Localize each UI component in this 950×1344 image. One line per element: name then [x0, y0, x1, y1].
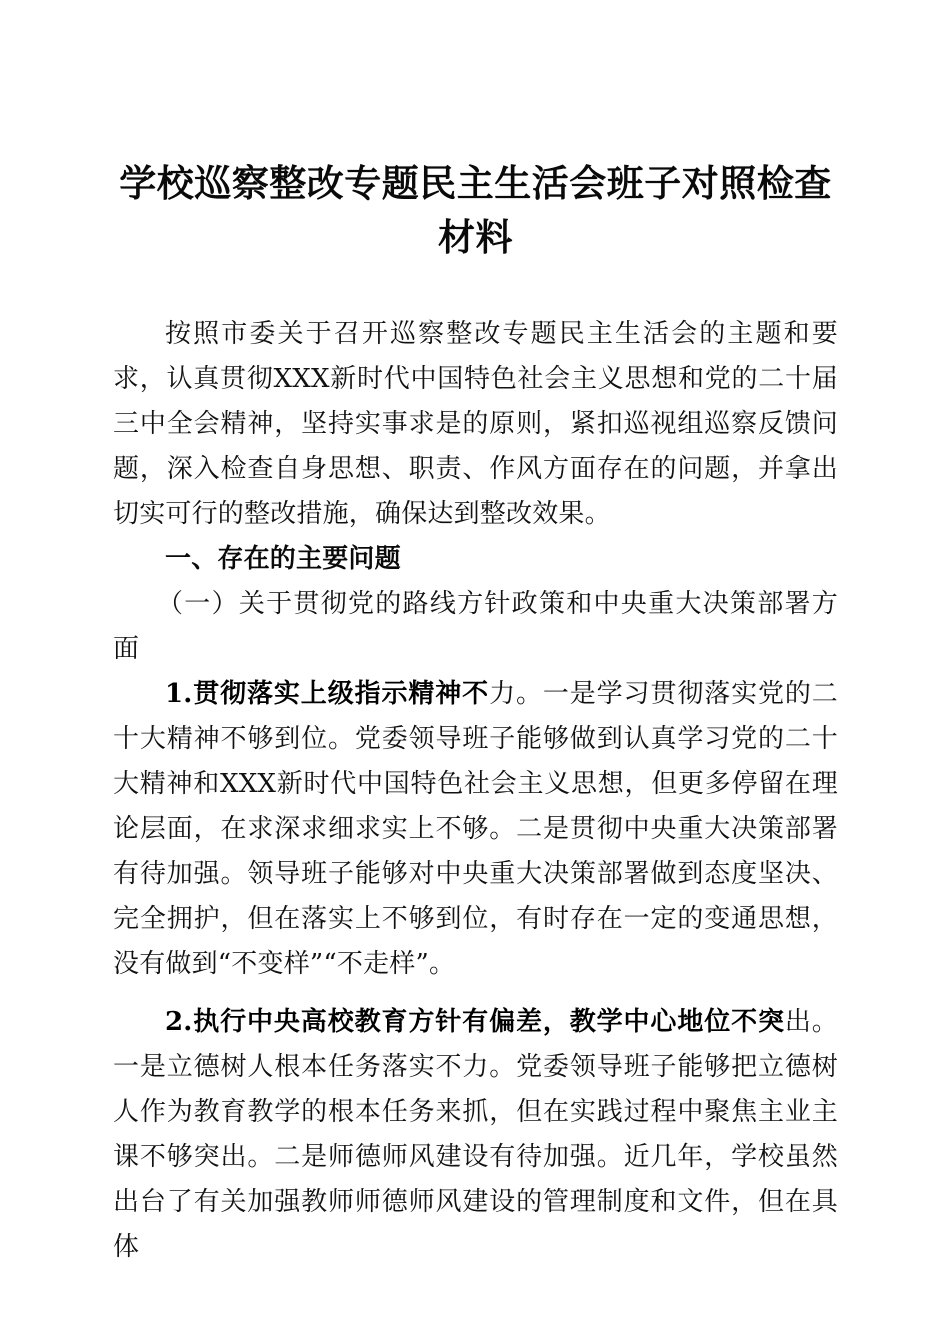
problem-item-2-lead: 2.执行中央高校教育方针有偏差，教学中心地位不突 — [165, 1007, 785, 1037]
document-body — [113, 312, 838, 1270]
problem-item-1-lead: 1.贯彻落实上级指示精神不 — [165, 679, 490, 709]
section-heading-main-problems: 一、存在的主要问题 — [165, 544, 401, 574]
problem-item-1 — [113, 672, 838, 987]
subsection-heading-party-line: （一）关于贯彻党的路线方针政策和中央重大决策部署方面 — [113, 589, 838, 664]
problem-item-2-body: 出。一是立德树人根本任务落实不力。党委领导班子能够把立德树人作为教育教学的根本任务来抓，但在实践过程中聚焦主业主课不够突出。二是师德师风建设有待加强。近几年，学校虽然出台了有关加强教师师德师风建设的管理制度和文件，但在具体 — [113, 1007, 838, 1262]
intro-paragraph: 按照市委关于召开巡察整改专题民主生活会的主题和要求，认真贯彻XXX新时代中国特色社会主义思想和党的二十届三中全会精神，坚持实事求是的原则，紧扣巡视组巡察反馈问题，深入检查自身思想、职责、作风方面存在的问题，并拿出切实可行的整改措施，确保达到整改效果。 — [113, 319, 838, 529]
problem-item-1-body: 力。一是学习贯彻落实党的二十大精神不够到位。党委领导班子能够做到认真学习党的二十大精神和XXX新时代中国特色社会主义思想，但更多停留在理论层面，在求深求细求实上不够。二是贯彻中央重大决策部署有待加强。领导班子能够对中央重大决策部署做到态度坚决、完全拥护，但在落实上不够到位，有时存在一定的变通思想，没有做到“不变样”“不走样”。 — [113, 679, 838, 979]
page-title: 学校巡察整改专题民主生活会班子对照检查材料 — [119, 161, 832, 259]
problem-item-2 — [113, 1000, 838, 1270]
